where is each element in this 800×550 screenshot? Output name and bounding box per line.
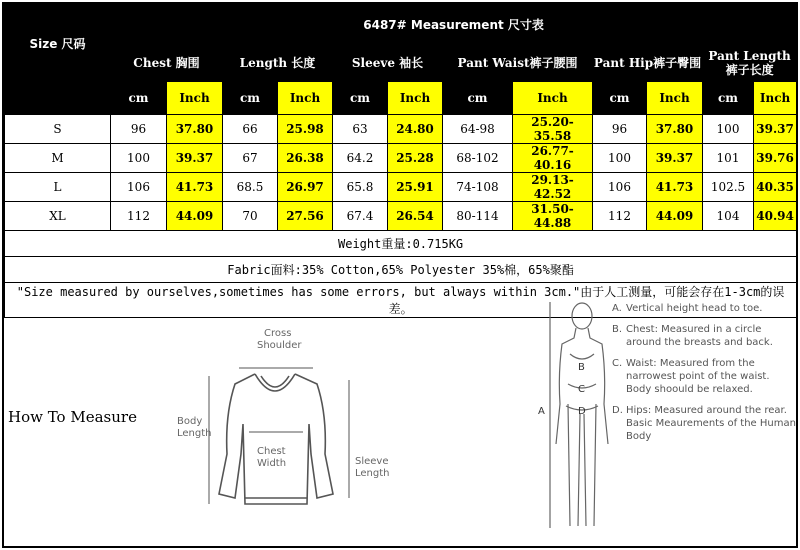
unit-cm: cm <box>111 82 167 115</box>
size-label: M <box>5 144 111 173</box>
unit-inch: Inch <box>647 82 703 115</box>
size-label: S <box>5 115 111 144</box>
unit-row-blank <box>5 82 111 115</box>
unit-inch: Inch <box>754 82 797 115</box>
table-cell: 39.37 <box>647 144 703 173</box>
weight-row: Weight重量:0.715KG <box>5 231 797 257</box>
table-cell: 101 <box>703 144 754 173</box>
cross-shoulder-label-2: Shoulder <box>257 340 302 351</box>
table-cell: 25.98 <box>278 115 333 144</box>
pant-hip-header: Pant Hip裤子臀围 <box>593 44 703 82</box>
measurement-notes <box>612 302 797 451</box>
table-cell: 100 <box>593 144 647 173</box>
table-cell: 26.77-40.16 <box>513 144 593 173</box>
cross-shoulder-label-1: Cross <box>264 328 292 339</box>
table-cell: 80-114 <box>443 202 513 231</box>
table-cell: 27.56 <box>278 202 333 231</box>
table-cell: 41.73 <box>647 173 703 202</box>
table-cell: 66 <box>223 115 278 144</box>
note-key: A. <box>612 303 622 314</box>
note-item <box>612 323 797 349</box>
size-header: Size 尺码 <box>5 5 111 82</box>
table-cell: 25.91 <box>388 173 443 202</box>
table-cell: 37.80 <box>167 115 223 144</box>
chest-header: Chest 胸围 <box>111 44 223 82</box>
how-to-measure-label: How To Measure <box>8 408 137 426</box>
table-cell: 41.73 <box>167 173 223 202</box>
table-cell: 96 <box>111 115 167 144</box>
sleeve-length-label-1: Sleeve <box>355 456 389 467</box>
table-row <box>5 115 797 144</box>
table-row <box>5 202 797 231</box>
table-cell: 96 <box>593 115 647 144</box>
table-cell: 70 <box>223 202 278 231</box>
table-cell: 24.80 <box>388 115 443 144</box>
chest-line <box>570 354 594 359</box>
table-cell: 31.50-44.88 <box>513 202 593 231</box>
note-text: Vertical height head to toe. <box>626 303 763 314</box>
table-cell: 67.4 <box>333 202 388 231</box>
fabric-row: Fabric面料:35% Cotton,65% Polyester 35%棉，65%聚酯 <box>5 257 797 283</box>
head-outline <box>572 303 592 329</box>
table-cell: 26.97 <box>278 173 333 202</box>
collar-outline <box>261 376 289 387</box>
note-item <box>612 302 797 315</box>
table-cell: 44.09 <box>647 202 703 231</box>
table-cell: 39.76 <box>754 144 797 173</box>
letter-c: C <box>578 384 585 395</box>
table-cell: 44.09 <box>167 202 223 231</box>
table-cell: 40.35 <box>754 173 797 202</box>
letter-a: A <box>538 406 545 417</box>
table-cell: 26.38 <box>278 144 333 173</box>
unit-cm: cm <box>333 82 388 115</box>
table-cell: 25.20-35.58 <box>513 115 593 144</box>
table-cell: 112 <box>111 202 167 231</box>
unit-inch: Inch <box>513 82 593 115</box>
unit-cm: cm <box>223 82 278 115</box>
unit-inch: Inch <box>278 82 333 115</box>
note-text: Waist: Measured from the narrowest point of the waist. Body shoould be relaxed. <box>626 358 770 395</box>
table-cell: 64.2 <box>333 144 388 173</box>
size-label: L <box>5 173 111 202</box>
table-cell: 39.37 <box>754 115 797 144</box>
legs-outline <box>568 404 596 526</box>
chest-width-label-1: Chest <box>257 446 286 457</box>
table-cell: 104 <box>703 202 754 231</box>
table-cell: 112 <box>593 202 647 231</box>
table-cell: 102.5 <box>703 173 754 202</box>
chest-width-label-2: Width <box>257 458 287 469</box>
size-table <box>4 4 797 318</box>
unit-cm: cm <box>703 82 754 115</box>
table-cell: 100 <box>111 144 167 173</box>
sleeve-header: Sleeve 袖长 <box>333 44 443 82</box>
letter-d: D <box>578 406 586 417</box>
table-cell: 37.80 <box>647 115 703 144</box>
table-cell: 26.54 <box>388 202 443 231</box>
sweater-diagram <box>169 314 399 529</box>
note-item <box>612 404 797 443</box>
unit-inch: Inch <box>167 82 223 115</box>
note-text: Hips: Measured around the rear. Basic Meaurements of the Human Body <box>626 405 796 442</box>
table-cell: 40.94 <box>754 202 797 231</box>
table-row <box>5 144 797 173</box>
table-cell: 67 <box>223 144 278 173</box>
how-to-measure-section <box>4 284 796 546</box>
table-title: 6487# Measurement 尺寸表 <box>111 5 797 44</box>
pant-length-header: Pant Length裤子长度 <box>703 44 797 82</box>
table-cell: 65.8 <box>333 173 388 202</box>
unit-cm: cm <box>443 82 513 115</box>
body-length-label-1: Body <box>177 416 203 427</box>
table-cell: 64-98 <box>443 115 513 144</box>
size-label: XL <box>5 202 111 231</box>
note-key: D. <box>612 405 623 416</box>
table-cell: 39.37 <box>167 144 223 173</box>
sleeve-length-label-2: Length <box>355 468 390 479</box>
body-length-label-2: Length <box>177 428 212 439</box>
note-item <box>612 357 797 396</box>
pant-waist-header: Pant Waist裤子腰围 <box>443 44 593 82</box>
note-key: B. <box>612 324 623 335</box>
table-cell: 68.5 <box>223 173 278 202</box>
unit-inch: Inch <box>388 82 443 115</box>
length-header: Length 长度 <box>223 44 333 82</box>
measurement-note: "Size measured by ourselves,sometimes has some errors, but always within 3cm."由于人工测量，可能会存在1-3cm的误差。 <box>5 283 797 318</box>
sweater-outline <box>219 374 333 504</box>
table-cell: 74-108 <box>443 173 513 202</box>
size-chart-sheet <box>2 2 798 548</box>
table-cell: 106 <box>593 173 647 202</box>
table-cell: 63 <box>333 115 388 144</box>
note-text: Chest: Measured in a circle around the breasts and back. <box>626 324 773 348</box>
table-cell: 68-102 <box>443 144 513 173</box>
table-row <box>5 173 797 202</box>
table-cell: 29.13-42.52 <box>513 173 593 202</box>
note-key: C. <box>612 358 623 369</box>
table-cell: 25.28 <box>388 144 443 173</box>
letter-b: B <box>578 362 585 373</box>
table-cell: 106 <box>111 173 167 202</box>
table-cell: 100 <box>703 115 754 144</box>
unit-cm: cm <box>593 82 647 115</box>
